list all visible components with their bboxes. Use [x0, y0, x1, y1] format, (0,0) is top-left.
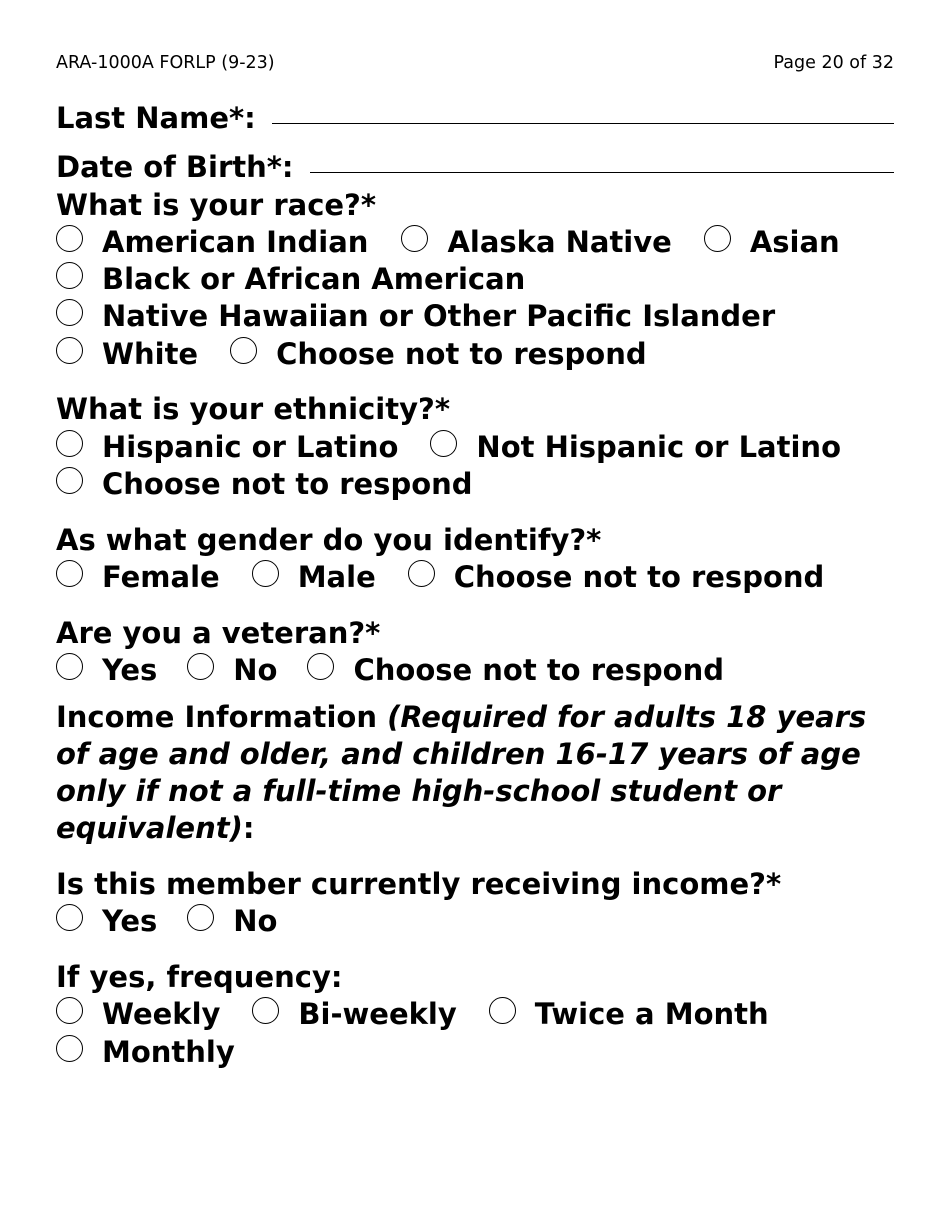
receiving-option-yes[interactable]: Yes: [56, 903, 157, 940]
veteran-option-yes[interactable]: Yes: [56, 652, 157, 689]
frequency-question: If yes, frequency:: [56, 960, 343, 994]
race-option-native-hawaiian[interactable]: Native Hawaiian or Other Pacific Islander: [56, 298, 775, 335]
gender-option-male[interactable]: Male: [252, 559, 376, 596]
frequency-row-2: [56, 1034, 235, 1071]
radio-button[interactable]: [56, 1035, 83, 1062]
race-option-white[interactable]: White: [56, 336, 198, 373]
race-option-alaska-native[interactable]: Alaska Native: [401, 224, 671, 261]
radio-button[interactable]: [56, 467, 83, 494]
radio-button[interactable]: [56, 997, 83, 1024]
dob-input-line[interactable]: [310, 172, 894, 173]
race-row-1: [56, 224, 840, 261]
page-number: Page 20 of 32: [773, 53, 894, 73]
radio-button[interactable]: [56, 904, 83, 931]
radio-button[interactable]: [56, 560, 83, 587]
receiving-income-question: Is this member currently receiving income?*: [56, 867, 782, 901]
ethnicity-row-2: [56, 466, 473, 503]
ethnicity-option-no-response[interactable]: Choose not to respond: [56, 466, 473, 503]
radio-button[interactable]: [56, 430, 83, 457]
radio-button[interactable]: [307, 653, 334, 680]
race-option-black[interactable]: Black or African American: [56, 261, 525, 298]
gender-question: As what gender do you identify?*: [56, 523, 602, 557]
frequency-option-twice-a-month[interactable]: Twice a Month: [489, 996, 769, 1033]
radio-button[interactable]: [401, 225, 428, 252]
race-option-no-response[interactable]: Choose not to respond: [230, 336, 647, 373]
radio-button[interactable]: [56, 337, 83, 364]
veteran-option-no-response[interactable]: Choose not to respond: [307, 652, 724, 689]
radio-button[interactable]: [252, 560, 279, 587]
ethnicity-question: What is your ethnicity?*: [56, 392, 450, 426]
income-note: (Required for adults 18 years of age and older, and children 16-17 years of age only if not a full-time high-school student or equivalent): [56, 700, 867, 845]
veteran-question: Are you a veteran?*: [56, 616, 381, 650]
race-option-asian[interactable]: Asian: [704, 224, 840, 261]
radio-button[interactable]: [56, 225, 83, 252]
radio-button[interactable]: [704, 225, 731, 252]
radio-button[interactable]: [187, 653, 214, 680]
last-name-field: [56, 100, 894, 137]
last-name-label: Last Name*:: [56, 101, 256, 135]
last-name-input-line[interactable]: [272, 123, 894, 124]
radio-button[interactable]: [56, 299, 83, 326]
ethnicity-option-hispanic[interactable]: Hispanic or Latino: [56, 429, 398, 466]
receiving-income-row: [56, 903, 277, 940]
income-title: Income Information: [56, 700, 388, 734]
race-row-3: [56, 298, 775, 335]
radio-button[interactable]: [187, 904, 214, 931]
form-id: ARA-1000A FORLP (9-23): [56, 53, 275, 73]
receiving-option-no[interactable]: No: [187, 903, 277, 940]
race-option-american-indian[interactable]: American Indian: [56, 224, 368, 261]
race-row-2: [56, 261, 525, 298]
race-row-4: [56, 336, 647, 373]
dob-label: Date of Birth*:: [56, 150, 294, 184]
radio-button[interactable]: [408, 560, 435, 587]
radio-button[interactable]: [230, 337, 257, 364]
radio-button[interactable]: [56, 653, 83, 680]
frequency-option-bi-weekly[interactable]: Bi-weekly: [252, 996, 456, 1033]
ethnicity-row-1: [56, 429, 841, 466]
radio-button[interactable]: [252, 997, 279, 1024]
radio-button[interactable]: [56, 262, 83, 289]
dob-field: [56, 149, 894, 186]
frequency-row-1: [56, 996, 769, 1033]
gender-option-no-response[interactable]: Choose not to respond: [408, 559, 825, 596]
income-suffix: :: [242, 811, 255, 845]
gender-option-female[interactable]: Female: [56, 559, 220, 596]
veteran-row: [56, 652, 724, 689]
race-question: What is your race?*: [56, 188, 377, 222]
gender-row: [56, 559, 824, 596]
frequency-option-monthly[interactable]: Monthly: [56, 1034, 235, 1071]
ethnicity-option-not-hispanic[interactable]: Not Hispanic or Latino: [430, 429, 841, 466]
radio-button[interactable]: [430, 430, 457, 457]
veteran-option-no[interactable]: No: [187, 652, 277, 689]
income-information-heading: [56, 699, 906, 847]
frequency-option-weekly[interactable]: Weekly: [56, 996, 220, 1033]
radio-button[interactable]: [489, 997, 516, 1024]
